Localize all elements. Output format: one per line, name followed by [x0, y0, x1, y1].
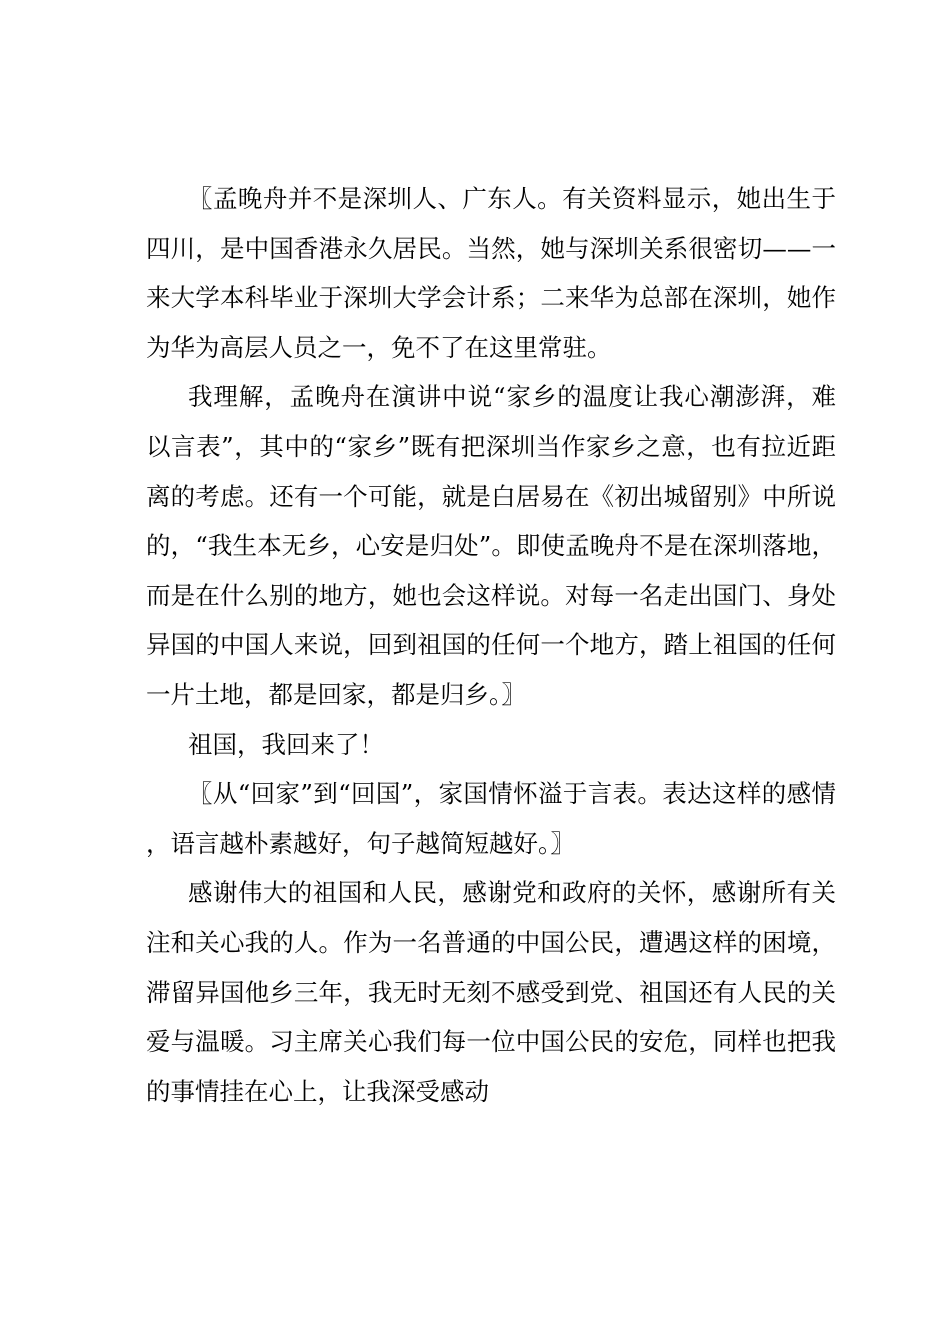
- document-body: [146, 174, 836, 1116]
- paragraph-quote-return: 祖国，我回来了！: [188, 729, 384, 759]
- paragraph-commentary-understanding: 我理解，孟晚舟在演讲中说“家乡的温度让我心潮澎湃，难以言表”，其中的“家乡”既有把深圳当作家乡之意，也有拉近距离的考虑。还有一个可能，就是白居易在《初出城留别》中所说的，“我生本无乡，心安是归处”。即使孟晚舟不是在深圳落地，而是在什么别的地方，她也会这样说。对每一名走出国门、身处异国的中国人来说，回到祖国的任何一个地方，踏上祖国的任何一片土地，都是回家，都是归乡。〗: [146, 382, 836, 709]
- paragraph-commentary-style: 〖从“回家”到“回国”，家国情怀溢于言表。表达这样的感情，语言越朴素越好，句子越简短越好。〗: [146, 779, 836, 858]
- paragraph-quote-gratitude: 感谢伟大的祖国和人民，感谢党和政府的关怀，感谢所有关注和关心我的人。作为一名普通的中国公民，遭遇这样的困境，滞留异国他乡三年，我无时无刻不感受到党、祖国还有人民的关爱与温暖。习主席关心我们每一位中国公民的安危，同样也把我的事情挂在心上，让我深受感动: [146, 878, 836, 1106]
- paragraph-commentary-hometown: 〖孟晚舟并不是深圳人、广东人。有关资料显示，她出生于四川，是中国香港永久居民。当然，她与深圳关系很密切——一来大学本科毕业于深圳大学会计系；二来华为总部在深圳，她作为华为高层人员之一，免不了在这里常驻。: [146, 184, 836, 362]
